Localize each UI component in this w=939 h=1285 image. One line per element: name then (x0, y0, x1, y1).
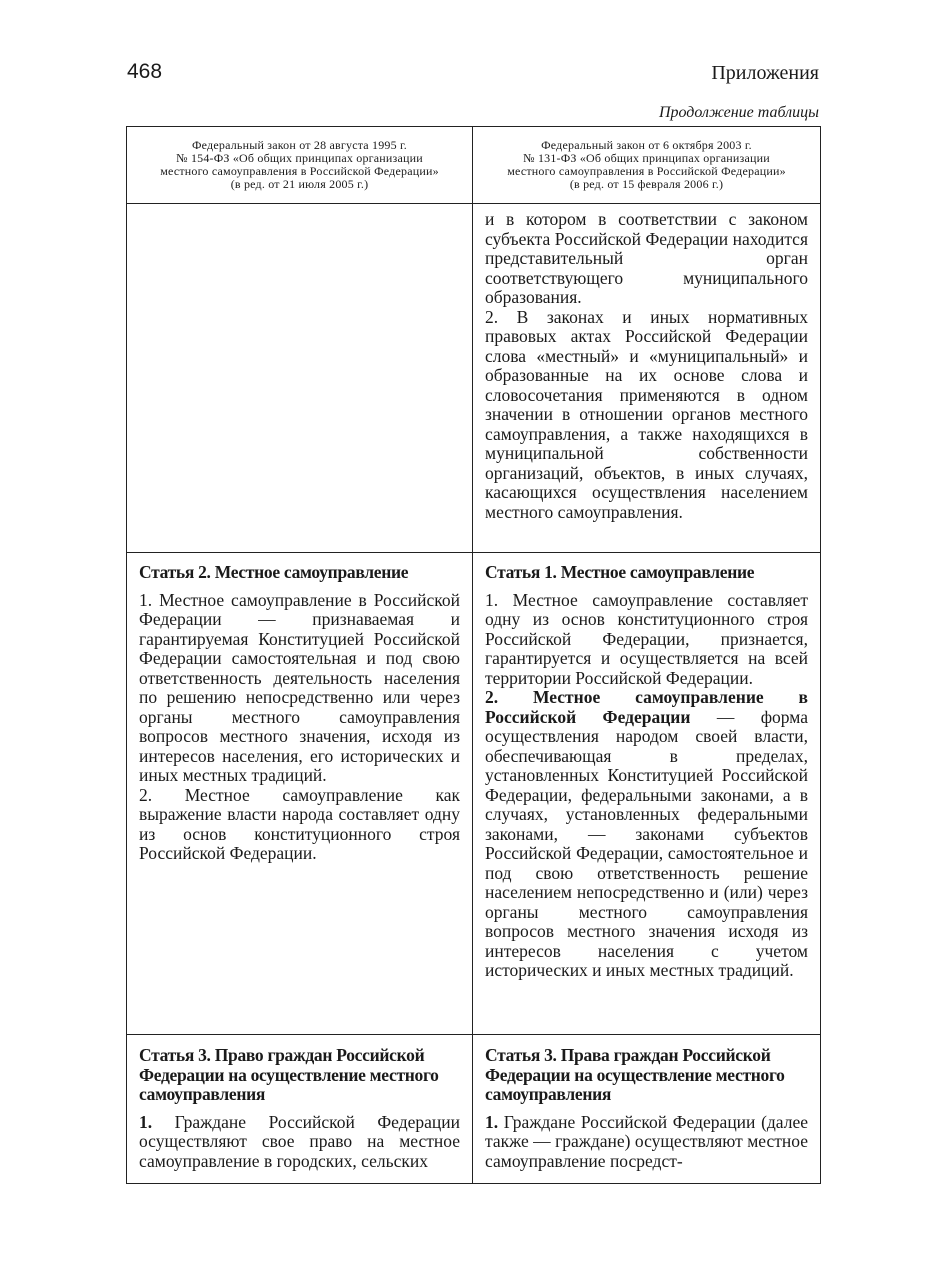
row2-left-cell (127, 553, 473, 1035)
row1-left-cell (127, 204, 473, 553)
paragraph: 1. Граждане Российской Федерации осуществляют свое право на местное самоуправление в городских, сельских (139, 1111, 460, 1171)
row2-left-text (139, 591, 460, 864)
section-title: Приложения (711, 62, 819, 84)
row2-right-cell (473, 553, 821, 1035)
table-row (127, 553, 821, 1035)
header-right-text: Федеральный закон от 6 октября 2003 г. № 131-ФЗ «Об общих принципах организации местного самоуправления в Российской Федерации» (в ред. от 15 февраля 2006 г.) (507, 138, 786, 191)
row3-left-text (139, 1113, 460, 1172)
paragraph: 1. Граждане Российской Федерации (далее также — граждане) осуществляют местное самоуправление посредст- (485, 1111, 808, 1171)
row1-left-text (139, 204, 460, 210)
row2-right-text (485, 591, 808, 981)
article-heading: Статья 3. Право граждан Российской Федерации на осуществление местного самоуправления (139, 1045, 439, 1104)
header-left-text: Федеральный закон от 28 августа 1995 г. № 154-ФЗ «Об общих принципах организации местного самоуправления в Российской Федерации» (в ред. от 21 июля 2005 г.) (160, 138, 439, 191)
row3-right-text (485, 1113, 808, 1172)
article-heading: Статья 2. Местное самоуправление (139, 562, 409, 582)
header-right-cell (473, 127, 821, 204)
table-row (127, 204, 821, 553)
item-number: 1. (139, 1111, 153, 1132)
paragraph: и в котором в соответствии с законом субъекта Российской Федерации находится представительный орган соответствующего муниципального образования. (485, 209, 808, 307)
bold-lead: 2. Местное самоуправление в Российской Федерации (485, 687, 808, 727)
comparison-table (126, 126, 821, 1184)
row1-right-cell (473, 204, 821, 553)
row1-right-text (485, 204, 808, 522)
paragraph: 2. Местное самоуправление в Российской Федерации — форма осуществления народом своей власти, обеспечивающая в пределах, установленных Конституцией Российской Федерации, федеральными законами, а в случаях, установленных федеральными законами, — законами субъектов Российской Федерации, самостоятельное и под свою ответственность решение населением непосредственно и (или) через органы местного самоуправления вопросов местного значения исходя из интересов населения с учетом исторических и иных местных традиций. (485, 687, 808, 980)
paragraph: 1. Местное самоуправление составляет одну из основ конституционного строя Российской Федерации, признается, гарантируется и осуществляется на всей территории Российской Федерации. (485, 589, 808, 688)
table-header-row (127, 127, 821, 204)
running-head (127, 60, 819, 90)
continuation-label: Продолжение таблицы (658, 104, 819, 121)
article-heading: Статья 1. Местное самоуправление (485, 562, 755, 582)
paragraph: 2. В законах и иных нормативных правовых актах Российской Федерации слова «местный» и «муниципальный» и образованные на их основе слова и словосочетания применяются в одном значении в отношении органов местного самоуправления, а также находящихся в муниципальной собственности организаций, объектов, в иных случаях, касающихся осуществления населением местного самоуправления. (485, 306, 808, 522)
row3-right-cell (473, 1035, 821, 1184)
row3-left-cell (127, 1035, 473, 1184)
header-left-cell (127, 127, 473, 204)
paragraph: 1. Местное самоуправление в Российской Федерации — признаваемая и гарантируемая Конституцией Российской Федерации самостоятельная и под свою ответственность деятельность населения по решению непосредственно или через органы местного самоуправления вопросов местного значения, исходя из интересов населения, его исторических и иных местных традиций. (139, 589, 460, 785)
article-heading: Статья 3. Права граждан Российской Федерации на осуществление местного самоуправления (485, 1045, 785, 1104)
paragraph: 2. Местное самоуправление как выражение власти народа составляет одну из основ конституционного строя Российской Федерации. (139, 784, 460, 863)
table-row (127, 1035, 821, 1184)
page-number: 468 (127, 60, 163, 83)
item-number: 1. (485, 1111, 499, 1132)
